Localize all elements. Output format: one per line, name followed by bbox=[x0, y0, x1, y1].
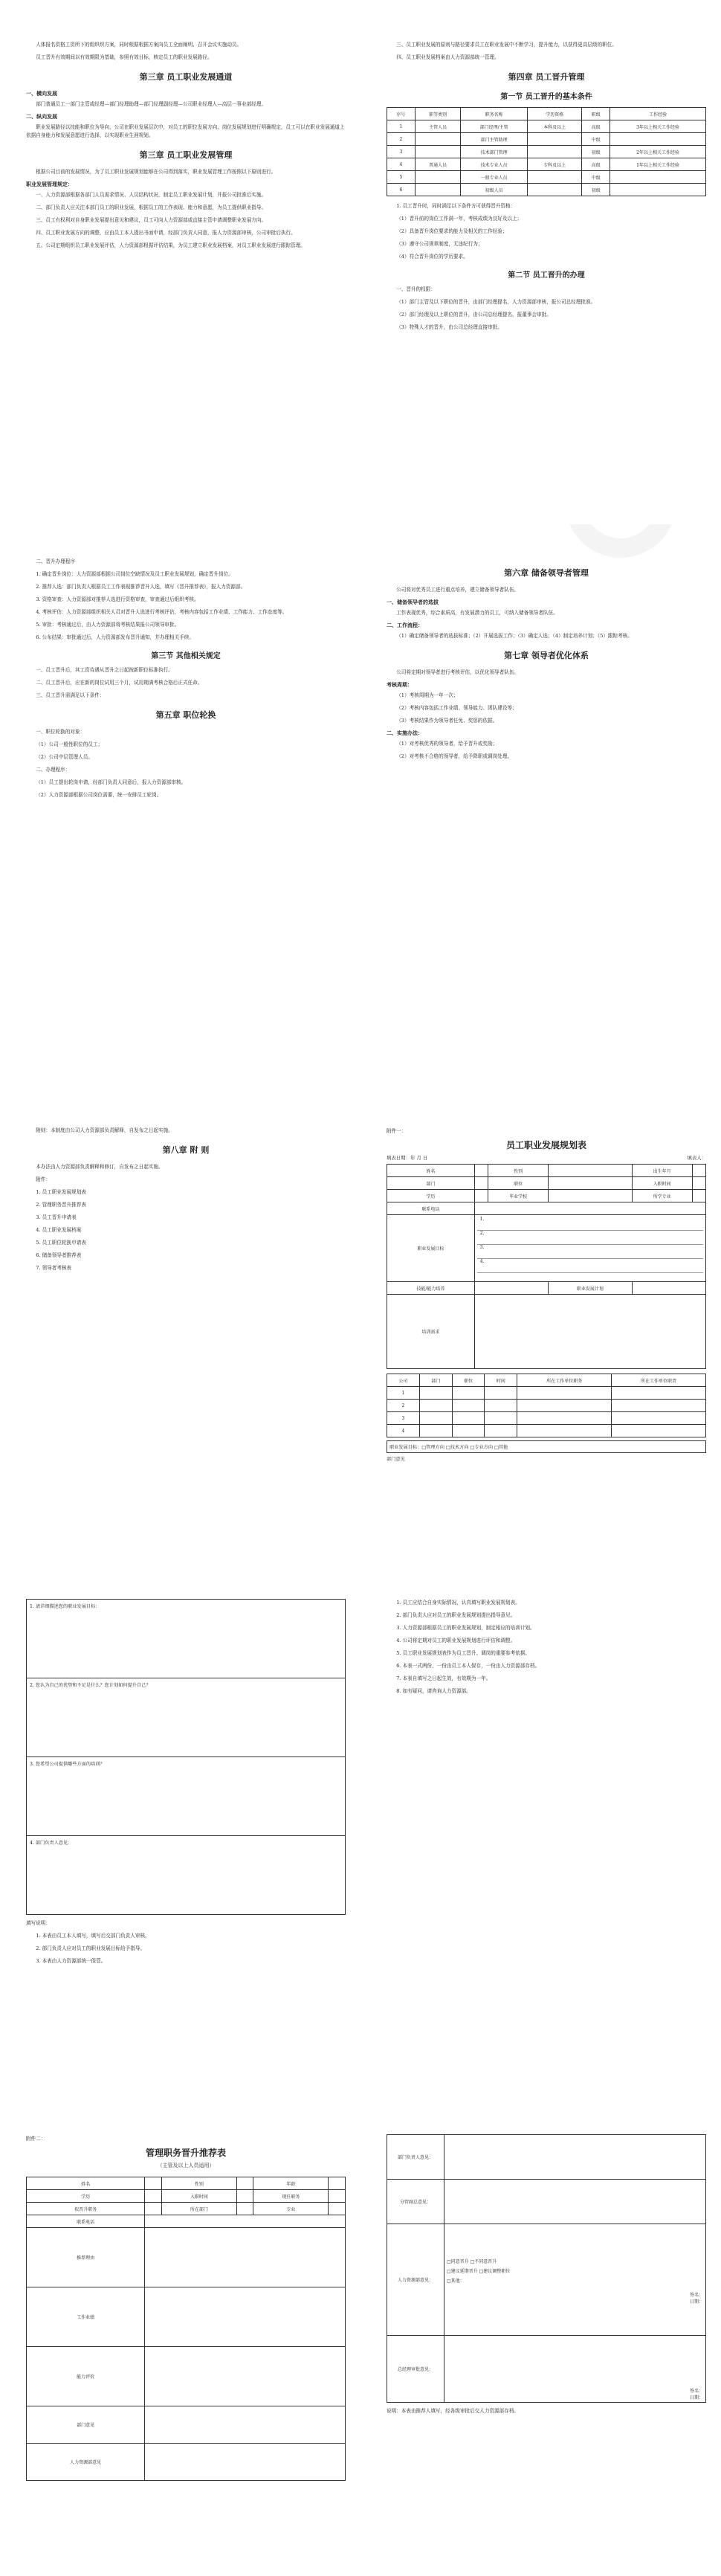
list-item: 6. 储备领导者推荐表 bbox=[36, 1252, 82, 1258]
form-field[interactable] bbox=[692, 1165, 705, 1177]
line-1: 1. bbox=[477, 1217, 703, 1231]
form-field[interactable] bbox=[329, 2177, 346, 2190]
section-heading: 职业发展管理规定： bbox=[26, 181, 73, 187]
section-heading: 一、储备领导者的选拔 bbox=[387, 599, 439, 605]
table-header: 时间 bbox=[485, 1374, 517, 1387]
body-text: 根据公司目前的发展情况，为了员工职业发展规划能够在公司得到落实，职业发展管理工作按照以下原则进行。 bbox=[36, 169, 277, 175]
form-label: 推荐理由 bbox=[27, 2228, 145, 2287]
body-text: 8. 如有疑问，请咨询人力资源部。 bbox=[396, 1688, 471, 1694]
form-label: 职业发展计划 bbox=[549, 1282, 632, 1295]
form-field[interactable] bbox=[692, 1177, 705, 1190]
body-text: 2. 推荐人选：部门负责人根据员工工作表现推荐晋升人选，填写《晋升推荐表》，报人力资源部。 bbox=[36, 584, 246, 590]
table-row bbox=[387, 171, 706, 184]
table-cell[interactable] bbox=[517, 1412, 612, 1425]
body-text: 7. 本表自填写之日起生效，有效期为一年。 bbox=[396, 1675, 491, 1681]
table-cell[interactable] bbox=[452, 1425, 485, 1437]
form-label: 专业 bbox=[253, 2203, 329, 2215]
table-cell[interactable] bbox=[517, 1400, 612, 1412]
table-cell bbox=[527, 133, 582, 146]
section-heading: 二、实施办法： bbox=[387, 730, 423, 736]
checkbox-option[interactable]: □同意晋升 □不同意晋升 bbox=[447, 2259, 497, 2264]
table-cell[interactable] bbox=[452, 1400, 485, 1412]
table-cell: 高级 bbox=[582, 158, 610, 171]
table-header: 职级 bbox=[582, 108, 610, 120]
form-subtitle: （主管及以上人员适用） bbox=[157, 2163, 215, 2168]
fill-date: 填表日期：年 月 日 bbox=[387, 1155, 428, 1161]
body-text: （1）晋升前的岗位工作满一年，考核成绩为良好及以上； bbox=[396, 216, 523, 222]
table-cell: 初级 bbox=[582, 146, 610, 158]
doc-page-9 bbox=[26, 2134, 346, 2551]
body-text: （2）公司中层管理人员。 bbox=[36, 754, 93, 760]
form-field[interactable] bbox=[549, 1165, 632, 1177]
body-text: 四、员工职业发展方向的调整，应由员工本人提出书面申请，经部门负责人同意，报人力资源部审核，公司审批后执行。 bbox=[36, 230, 296, 236]
form-label: 职业发展目标 bbox=[387, 1215, 475, 1282]
body-text: 一、员工晋升后，其工资待遇从晋升之日起按新职位标准执行。 bbox=[36, 667, 173, 673]
table-cell: 普通人员 bbox=[415, 158, 461, 171]
table-cell: 3 bbox=[387, 146, 416, 158]
table-cell[interactable] bbox=[612, 1387, 706, 1400]
form-label: 联系电话 bbox=[27, 2215, 145, 2228]
form-label: 性别 bbox=[488, 1165, 549, 1177]
form-field[interactable] bbox=[444, 2180, 706, 2224]
table-cell: 4 bbox=[387, 158, 416, 171]
note-line: 3. 本表由人力资源部统一保管。 bbox=[36, 1958, 106, 1964]
form-label: 部门负责人意见： bbox=[387, 2135, 444, 2180]
date-label: 日期： bbox=[689, 2299, 703, 2305]
question-label: 4. 部门负责人意见： bbox=[30, 1841, 73, 1846]
body-text: （2）人力资源部根据公司岗位需要，统一安排员工轮岗。 bbox=[36, 792, 162, 798]
body-text: 5. 审批：考核通过后，由人力资源部将考核结果报公司领导审批。 bbox=[36, 622, 180, 628]
form-label: 能力评价 bbox=[27, 2347, 145, 2406]
form-label: 所在部门 bbox=[161, 2203, 236, 2215]
form-field[interactable] bbox=[145, 2215, 346, 2228]
question-row[interactable] bbox=[27, 1836, 345, 1914]
form-field[interactable] bbox=[474, 1215, 705, 1282]
body-text: 1. 员工晋升时，同时满足以下条件方可获得晋升资格： bbox=[396, 203, 516, 209]
question-label: 3. 您希望公司提供哪些方面的培训？ bbox=[30, 1762, 105, 1767]
list-item: 5. 员工职位轮换申请表 bbox=[36, 1240, 86, 1246]
form-field[interactable] bbox=[236, 2203, 253, 2215]
body-text: 3. 人力资源部根据员工的职业发展规划，制定相应的培训计划。 bbox=[396, 1625, 535, 1631]
section-title: 第三节 其他相关规定 bbox=[151, 652, 221, 660]
date-label: 日期： bbox=[689, 2395, 703, 2400]
form-label: 入职时间 bbox=[161, 2190, 236, 2203]
question-row[interactable] bbox=[27, 1757, 345, 1836]
form-label: 姓名 bbox=[27, 2177, 145, 2190]
question-row[interactable] bbox=[27, 1678, 345, 1757]
body-text: 工作表现优秀，综合素质高，有发展潜力的员工，可纳入储备领导者队伍。 bbox=[396, 610, 558, 616]
table-cell[interactable] bbox=[612, 1412, 706, 1425]
table-row bbox=[387, 184, 706, 196]
form-label: 性别 bbox=[161, 2177, 236, 2190]
form-field[interactable] bbox=[474, 1190, 488, 1202]
body-text: 一、晋升的权限： bbox=[396, 286, 436, 292]
list-item: 1. 员工职业发展规划表 bbox=[36, 1189, 86, 1195]
form-label: 职位 bbox=[488, 1177, 549, 1190]
form-field[interactable] bbox=[474, 1282, 548, 1295]
table-header: 部门 bbox=[419, 1374, 452, 1387]
table-cell: 中级 bbox=[582, 133, 610, 146]
table-header: 所在工作单位职责 bbox=[612, 1374, 706, 1387]
body-text: （2）对考核不合格的领导者，给予降职或调岗处理。 bbox=[396, 753, 513, 759]
form-title: 管理职务晋升推荐表 bbox=[145, 2148, 226, 2158]
section-title: 第一节 员工晋升的基本条件 bbox=[500, 93, 592, 101]
form-field[interactable] bbox=[444, 2224, 706, 2336]
form-field[interactable] bbox=[145, 2203, 162, 2215]
form-field[interactable] bbox=[474, 1202, 705, 1215]
signature-label: 签名： bbox=[689, 2293, 703, 2298]
body-text: （4）符合晋升岗位的学历要求。 bbox=[396, 254, 468, 260]
body-text: 2. 部门负责人应对员工的职业发展规划提出指导意见。 bbox=[396, 1612, 516, 1618]
form-label: 拟晋升职务 bbox=[27, 2203, 145, 2215]
table-row bbox=[387, 146, 706, 158]
table-cell[interactable] bbox=[419, 1412, 452, 1425]
table-cell: 6 bbox=[387, 184, 416, 196]
table-cell: 专科及以上 bbox=[527, 158, 582, 171]
table-cell: 2年以上相关工作经验 bbox=[610, 146, 706, 158]
body-text: （1）考核周期为一年一次； bbox=[396, 692, 459, 698]
form-title: 员工职业发展规划表 bbox=[505, 1140, 586, 1150]
table-row bbox=[387, 133, 706, 146]
table-cell: 1年以上相关工作经验 bbox=[610, 158, 706, 171]
table-cell: 主管人员 bbox=[415, 120, 461, 133]
doc-page-4 bbox=[387, 558, 706, 1041]
table-header: 公司 bbox=[387, 1374, 420, 1387]
body-text: 4. 考核评估：人力资源部组织相关人员对晋升人选进行考核评估，考核内容包括工作业绩、工作能力、工作态度等。 bbox=[36, 609, 288, 615]
body-text: （1）对考核优秀的领导者，给予晋升或奖励； bbox=[396, 741, 498, 747]
table-row bbox=[387, 1387, 706, 1400]
list-item: 7. 领导者考核表 bbox=[36, 1265, 72, 1271]
table-cell: 1 bbox=[387, 120, 416, 133]
form-field[interactable] bbox=[145, 2406, 346, 2444]
table-cell[interactable] bbox=[485, 1412, 517, 1425]
work-history-table bbox=[387, 1374, 706, 1437]
table-cell: 2 bbox=[387, 133, 416, 146]
form-label: 入职时间 bbox=[632, 1177, 692, 1190]
table-cell bbox=[610, 184, 706, 196]
doc-page-6 bbox=[387, 1127, 706, 1543]
table-header: 学历资格 bbox=[527, 108, 582, 120]
line-2: 2. bbox=[477, 1231, 703, 1245]
form-field[interactable] bbox=[444, 2336, 706, 2403]
table-cell: 初级人员 bbox=[461, 184, 527, 196]
form-label: 总经理审批意见： bbox=[387, 2336, 444, 2403]
body-text: 二、员工晋升后，应在新的岗位试用三个月，试用期满考核合格后正式任命。 bbox=[36, 680, 203, 686]
table-cell: 中级 bbox=[582, 171, 610, 184]
table-cell: 2 bbox=[387, 1400, 420, 1412]
table-cell: 高级 bbox=[582, 120, 610, 133]
form-label: 姓名 bbox=[387, 1165, 475, 1177]
career-plan-form bbox=[387, 1164, 706, 1369]
table-cell: 5 bbox=[387, 171, 416, 184]
question-row[interactable] bbox=[27, 1600, 345, 1678]
table-cell: 初级 bbox=[582, 184, 610, 196]
doc-page-3 bbox=[26, 558, 346, 1041]
form-label: 所学专业 bbox=[632, 1190, 692, 1202]
body-text: （1）公司一般性职位的员工； bbox=[36, 741, 103, 747]
form-label: 人力资源部意见 bbox=[27, 2444, 145, 2481]
form-label: 人力资源部意见： bbox=[387, 2224, 444, 2336]
chapter-heading: 第三章 员工职业发展通道 bbox=[139, 72, 233, 82]
body-text: （3）遵守公司规章制度，无违纪行为； bbox=[396, 241, 483, 247]
body-text: 二、办理程序： bbox=[36, 767, 71, 773]
body-text: 附则：本制度由公司人力资源部负责解释，自发布之日起实施。 bbox=[36, 1127, 173, 1133]
form-field[interactable] bbox=[145, 2287, 346, 2347]
form-field[interactable] bbox=[145, 2190, 162, 2203]
body-text: （2）部门经理及以上职位的晋升，由公司总经理提名，报董事会审批。 bbox=[396, 312, 552, 318]
body-text: 二、晋升办理程序 bbox=[36, 558, 75, 564]
form-label: 出生年月 bbox=[632, 1165, 692, 1177]
form-field[interactable] bbox=[474, 1295, 705, 1369]
line-4: 4. bbox=[477, 1259, 703, 1273]
table-cell: 技术部门管理 bbox=[461, 146, 527, 158]
line-3: 3. bbox=[477, 1245, 703, 1259]
body-text: 3. 资格审查：人力资源部对推荐人选进行资格审查，审查通过后组织考核。 bbox=[36, 596, 199, 602]
body-text: （2）具备晋升岗位要求的能力及相关的工作经验； bbox=[396, 228, 508, 234]
table-cell: 1 bbox=[387, 1387, 420, 1400]
table-row bbox=[387, 120, 706, 133]
body-text: （1）部门主管及以下职位的晋升，由部门经理提名，人力资源部审核，报公司总经理批准。 bbox=[396, 299, 596, 305]
body-text: （1）确定储备领导者的选拔标准；（2）开展选拔工作；（3）确定人选；（4）制定培养计划；（5）跟踪考核。 bbox=[396, 633, 633, 639]
table-cell[interactable] bbox=[485, 1400, 517, 1412]
form-label: 学历 bbox=[387, 1190, 475, 1202]
form-field[interactable] bbox=[236, 2190, 253, 2203]
table-cell bbox=[610, 133, 706, 146]
form-field[interactable] bbox=[474, 1177, 488, 1190]
body-text: 6. 公布结果：审批通过后，人力资源部发布晋升通知，并办理相关手续。 bbox=[36, 634, 194, 640]
form-label: 培训需求 bbox=[387, 1295, 475, 1369]
body-text: 部门普通员工一部门主管或经理—部门经理助理—部门经理副经理—公司职业经理人—高层一事业部经理。 bbox=[36, 101, 267, 107]
table-cell bbox=[527, 184, 582, 196]
signature-label: 签名： bbox=[689, 2389, 703, 2394]
form-label: 毕业学校 bbox=[488, 1190, 549, 1202]
form-label: 年龄 bbox=[253, 2177, 329, 2190]
form-field[interactable] bbox=[632, 1282, 705, 1295]
form-field[interactable] bbox=[549, 1177, 632, 1190]
body-text: 附件： bbox=[36, 1176, 51, 1182]
chapter-heading: 第三章 员工职业发展管理 bbox=[139, 150, 233, 160]
body-text: 三、员工晋升需满足以下条件： bbox=[36, 692, 105, 698]
form-label: 现任职务 bbox=[253, 2190, 329, 2203]
section-heading: 二、工作流程： bbox=[387, 622, 423, 628]
body-text: 公司将对优秀员工进行重点培养，建立储备领导者队伍。 bbox=[396, 587, 520, 593]
body-text: （3）考核结果作为领导者任免、奖惩的依据。 bbox=[396, 718, 498, 724]
table-header: 所在工作单位职务 bbox=[517, 1374, 612, 1387]
body-text: （1）员工提出轮岗申请，经部门负责人同意后，报人力资源部审核。 bbox=[36, 779, 187, 785]
section-heading: 二、纵向发展 bbox=[26, 113, 57, 120]
approval-table bbox=[387, 2134, 706, 2403]
table-row bbox=[387, 1425, 706, 1437]
department-opinion-label: 部门意见 bbox=[387, 1457, 405, 1462]
table-cell: 4 bbox=[387, 1425, 420, 1437]
table-header: 职位 bbox=[452, 1374, 485, 1387]
table-cell[interactable] bbox=[517, 1387, 612, 1400]
form-field[interactable] bbox=[692, 1190, 705, 1202]
body-text: 一、职位轮换的对象： bbox=[36, 729, 85, 735]
table-row bbox=[387, 158, 706, 171]
list-item: 3. 员工晋升申请表 bbox=[36, 1214, 77, 1220]
table-cell bbox=[527, 146, 582, 158]
body-text: 公司将定期对领导者进行考核评估，以优化领导者队伍。 bbox=[396, 669, 520, 675]
body-text: 职业发展路径以技能和职位为导向，公司在职业发展层次中，对员工的职位发展方向、岗位发展规划进行明确规定，员工可以在职业发展通道上依据自身能力和发展意愿进行选择，以实现职业生涯规划。 bbox=[26, 124, 345, 138]
chapter-heading: 第五章 职位轮换 bbox=[155, 710, 216, 720]
promotion-recommend-form bbox=[26, 2177, 346, 2481]
table-cell[interactable] bbox=[612, 1400, 706, 1412]
list-item: 4. 员工职业发展档案 bbox=[36, 1227, 82, 1233]
table-header: 职务名称 bbox=[461, 108, 527, 120]
body-text: 1. 员工应结合自身实际情况，认真填写职业发展规划表。 bbox=[396, 1600, 520, 1606]
table-cell bbox=[415, 184, 461, 196]
form-field[interactable] bbox=[145, 2347, 346, 2406]
body-text: 5. 员工职业发展规划表作为员工晋升、调岗的重要参考依据。 bbox=[396, 1650, 531, 1656]
attachment-label: 附件二： bbox=[26, 2136, 46, 2142]
question-label: 1. 请详细描述您的职业发展目标： bbox=[30, 1604, 100, 1609]
form-field[interactable] bbox=[236, 2177, 253, 2190]
notes-heading: 填写说明： bbox=[26, 1920, 51, 1926]
body-text: 本办法由人力资源部负责解释和修订，自发布之日起实施。 bbox=[36, 1164, 164, 1170]
note-line: 1. 本表由员工本人填写，填写后交部门负责人审核。 bbox=[36, 1933, 150, 1939]
table-cell[interactable] bbox=[419, 1400, 452, 1412]
section-heading: 考核周期： bbox=[387, 681, 413, 688]
table-cell: 技术专业人员 bbox=[461, 158, 527, 171]
form-label: 部门意见 bbox=[27, 2406, 145, 2444]
checkbox-option[interactable]: □建议延期晋升 □建议调整职位 bbox=[447, 2269, 511, 2274]
chapter-heading: 第六章 储备领导者管理 bbox=[504, 568, 589, 578]
table-cell: 部门主管助理 bbox=[461, 133, 527, 146]
table-cell[interactable] bbox=[485, 1387, 517, 1400]
question-label: 2. 您认为自己的优势和不足是什么？您计划如何提升自己？ bbox=[30, 1683, 151, 1688]
table-cell: 3年以上相关工作经验 bbox=[610, 120, 706, 133]
form-field[interactable] bbox=[145, 2444, 346, 2481]
table-cell bbox=[415, 146, 461, 158]
questions-box bbox=[26, 1599, 346, 1915]
body-text: 1. 确定晋升岗位：人力资源部根据公司岗位空缺情况及员工职业发展规划，确定晋升岗位。 bbox=[36, 571, 233, 577]
body-text: 三、员工职业发展的原则与路径要求员工在职业发展中不断学习，提升能力，以获得更高层级的职位。 bbox=[396, 42, 617, 48]
list-item: 2. 管理职务晋升推荐表 bbox=[36, 1202, 86, 1208]
body-text: （2）考核内容包括工作业绩、领导能力、团队建设等； bbox=[396, 705, 517, 711]
body-text: 三、员工有权利对自身职业发展提出意见和建议，员工可向人力资源部或直接主管申请调整职业发展方向。 bbox=[36, 217, 267, 223]
promotion-conditions-table bbox=[387, 107, 706, 196]
body-text: 二、部门负责人应关注本部门员工的职业发展，根据员工的工作表现、能力和意愿，为员工提供职业指导。 bbox=[36, 205, 267, 210]
body-text: 人体报名资格工资所下的组织织方案，同时根据根据方案向员工全面阐明、召开会议实施动员。 bbox=[36, 42, 242, 48]
form-note: 说明：本表由推荐人填写，经各级审批后交人力资源部存档。 bbox=[387, 2408, 520, 2414]
table-cell[interactable] bbox=[517, 1425, 612, 1437]
table-cell bbox=[527, 171, 582, 184]
table-cell: 3 bbox=[387, 1412, 420, 1425]
form-field[interactable] bbox=[444, 2135, 706, 2180]
form-label: 工作业绩 bbox=[27, 2287, 145, 2347]
table-row bbox=[387, 1400, 706, 1412]
body-text: 一、人力资源部根据各部门人员需求情况、人员结构状况，制定员工职业发展计划，并报公司批准后实施。 bbox=[36, 192, 267, 198]
table-cell bbox=[415, 133, 461, 146]
form-field[interactable] bbox=[145, 2177, 162, 2190]
doc-page-5 bbox=[26, 1127, 346, 1543]
body-text: 6. 本表一式两份，一份由员工本人保存，一份由人力资源部存档。 bbox=[396, 1663, 540, 1669]
body-text: 员工晋升有效期间以有效期限为基础，参照有效目标，核定员工的职业发展路径。 bbox=[36, 54, 213, 60]
table-cell: 部门经理/主管 bbox=[461, 120, 527, 133]
body-text: 4. 公司将定期对员工的职业发展规划进行评估和调整。 bbox=[396, 1638, 516, 1643]
doc-page-8 bbox=[387, 1599, 706, 2075]
form-field[interactable] bbox=[329, 2190, 346, 2203]
chapter-heading: 第七章 领导者优化体系 bbox=[504, 651, 589, 660]
form-label: 联系电话 bbox=[387, 1202, 475, 1215]
body-text: 四、员工职业发展档案由人力资源部统一管理。 bbox=[396, 54, 499, 60]
doc-page-1 bbox=[26, 41, 346, 524]
chapter-heading: 第四章 员工晋升管理 bbox=[508, 72, 585, 82]
fill-person: 填表人： bbox=[687, 1155, 706, 1161]
chapter-heading: 第八章 附 则 bbox=[162, 1145, 210, 1155]
table-header: 工作经验 bbox=[610, 108, 706, 120]
table-header: 职等类别 bbox=[415, 108, 461, 120]
table-header: 序号 bbox=[387, 108, 416, 120]
attachment-label: 附件一： bbox=[387, 1128, 407, 1134]
section-heading: 一、横向发展 bbox=[26, 90, 57, 97]
form-field[interactable] bbox=[329, 2203, 346, 2215]
checkbox-option[interactable]: □其他： bbox=[447, 2279, 465, 2284]
table-cell: 一般专业人员 bbox=[461, 171, 527, 184]
table-cell bbox=[415, 171, 461, 184]
body-text: （3）特殊人才的晋升，由公司总经理直接审批。 bbox=[396, 324, 502, 330]
form-label: 技能/能力培养 bbox=[387, 1282, 475, 1295]
table-cell[interactable] bbox=[612, 1425, 706, 1437]
form-field[interactable] bbox=[474, 1165, 488, 1177]
body-text: 五、公司定期组织员工职业发展评估，人力资源部根据评估结果，为员工建立职业发展档案，对员工职业发展进行跟踪管理。 bbox=[36, 242, 305, 248]
doc-page-10 bbox=[387, 2134, 706, 2551]
form-field[interactable] bbox=[145, 2228, 346, 2287]
section-title: 第二节 员工晋升的办理 bbox=[508, 271, 585, 280]
table-cell[interactable] bbox=[452, 1412, 485, 1425]
form-label: 学历 bbox=[27, 2190, 145, 2203]
doc-page-2 bbox=[387, 41, 706, 524]
form-field[interactable] bbox=[549, 1190, 632, 1202]
career-direction-note: 职业发展目标：□管理方向 □技术方向 □专业方向 □其他 bbox=[387, 1440, 706, 1453]
table-cell[interactable] bbox=[419, 1425, 452, 1437]
form-label: 部门 bbox=[387, 1177, 475, 1190]
table-cell: 本科及以上 bbox=[527, 120, 582, 133]
doc-page-7 bbox=[26, 1599, 346, 2075]
table-row bbox=[387, 1412, 706, 1425]
form-label: 分管副总意见： bbox=[387, 2180, 444, 2224]
table-cell[interactable] bbox=[485, 1425, 517, 1437]
note-line: 2. 部门负责人应对员工的职业发展目标给予指导。 bbox=[36, 1945, 146, 1951]
table-cell[interactable] bbox=[452, 1387, 485, 1400]
table-cell[interactable] bbox=[419, 1387, 452, 1400]
table-cell bbox=[610, 171, 706, 184]
